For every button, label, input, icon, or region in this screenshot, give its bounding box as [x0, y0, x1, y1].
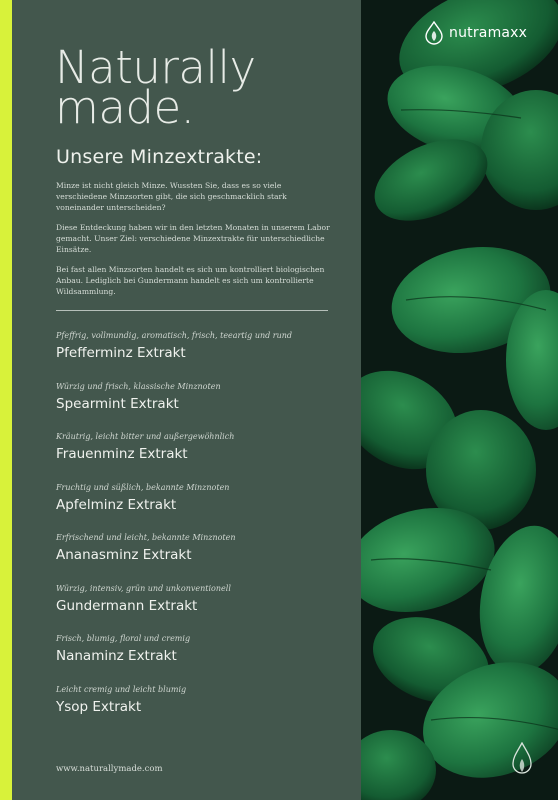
intro-text	[56, 180, 331, 306]
product-item	[56, 330, 346, 381]
product-item	[56, 633, 346, 684]
product-item	[56, 532, 346, 583]
product-name: Ananasminz Extrakt	[56, 547, 192, 563]
product-tagline: Pfeffrig, vollmundig, aromatisch, frisch, teeartig und rund	[56, 331, 293, 340]
product-tagline: Leicht cremig und leicht blumig	[56, 684, 187, 694]
intro-paragraph: Diese Entdeckung haben wir in den letzten Monaten in unserem Labor gemacht. Unser Ziel: verschiedene Minzextrakte für unterschiedliche Einsätze.	[56, 223, 330, 254]
product-name: Ysop Extrakt	[56, 698, 142, 715]
divider	[56, 310, 328, 311]
intro-paragraph: Minze ist nicht gleich Minze. Wussten Sie, dass es so viele verschiedene Minzsorten gibt, die sich geschmacklich stark voneinander unterscheiden?	[56, 181, 287, 212]
brand-logo	[424, 20, 527, 46]
product-name: Spearmint Extrakt	[56, 395, 179, 412]
intro-paragraph: Bei fast allen Minzsorten handelt es sich um kontrolliert biologischen Anbau. Lediglich bei Gundermann handelt es sich um kontrollierte Wildsammlung.	[56, 265, 325, 296]
product-list	[56, 330, 346, 734]
product-item	[56, 381, 346, 432]
brand-wordmark: nutramaxx	[449, 25, 528, 41]
product-tagline: Fruchtig und süßlich, bekannte Minznoten	[56, 482, 230, 492]
product-name: Gundermann Extrakt	[56, 597, 198, 614]
product-item	[56, 482, 346, 533]
product-name: Apfelminz Extrakt	[56, 496, 177, 513]
section-title: Unsere Minzextrakte:	[56, 146, 263, 168]
hero-heading	[55, 41, 256, 134]
hero-line-1: Naturally	[55, 41, 256, 94]
product-tagline: Kräutrig, leicht bitter und außergewöhnlich	[56, 432, 235, 441]
product-name: Nanaminz Extrakt	[56, 648, 177, 664]
product-item	[56, 684, 346, 735]
accent-bar	[0, 0, 12, 800]
product-name: Frauenminz Extrakt	[56, 446, 188, 462]
mint-leaves-illustration	[361, 0, 558, 800]
product-tagline: Würzig und frisch, klassische Minznoten	[56, 381, 221, 391]
hero-line-2: made.	[55, 81, 195, 134]
product-tagline: Frisch, blumig, floral und cremig	[56, 634, 191, 643]
product-item	[56, 431, 346, 482]
product-tagline: Würzig, intensiv, grün und unkonventionell	[56, 583, 231, 593]
product-item	[56, 583, 346, 634]
leaf-drop-icon	[424, 21, 444, 45]
leaf-drop-icon	[511, 742, 533, 782]
product-name: Pfefferminz Extrakt	[56, 345, 186, 361]
mint-leaves-photo	[361, 0, 558, 800]
website-link[interactable]: www.naturallymade.com	[56, 764, 163, 774]
product-tagline: Erfrischend und leicht, bekannte Minznoten	[56, 533, 236, 542]
